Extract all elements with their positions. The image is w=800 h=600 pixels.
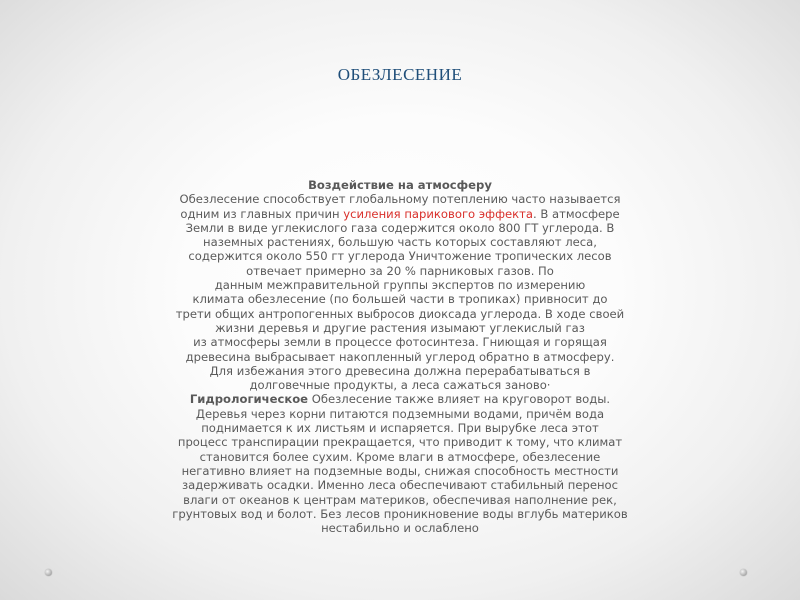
text-line: негативно влияет на подземные воды, снижая способность местности (181, 463, 619, 478)
slide-body (118, 178, 682, 535)
text-line: жизни деревья и другие растения изымают углекислый газ (215, 320, 585, 335)
slide-corner-dot-icon (740, 569, 747, 576)
text-line: Деревья через корни питаются подземными водами, причём вода (195, 406, 605, 421)
text-line: задерживать осадки. Именно леса обеспечивают стабильный перенос (181, 478, 618, 493)
text-fragment: одним из главных причин (180, 206, 344, 221)
text-line: Для избежания этого древесина должна перерабатываться в (209, 363, 591, 378)
text-line: из атмосферы земли в процессе фотосинтеза. Гниющая и горящая (193, 335, 607, 350)
text-line: грунтовых вод и болот. Без лесов проникновение воды вглубь материков (172, 506, 628, 521)
text-line: долговечные продукты, а леса сажаться заново· (249, 378, 551, 393)
slide-title: ОБЕЗЛЕСЕНИЕ (337, 65, 463, 84)
text-fragment: Обезлесение также влияет на круговорот воды. (308, 392, 611, 407)
text-line (118, 392, 682, 406)
greenhouse-effect-link[interactable]: усиления парикового эффекта (343, 206, 533, 221)
text-line: древесина выбрасывает накопленный углерод обратно в атмосферу. (185, 349, 615, 364)
text-line: процесс транспирации прекращается, что приводит к тому, что климат (177, 435, 623, 450)
text-line: Земли в виде углекислого газа содержится около 800 ГТ углерода. В (185, 220, 615, 235)
text-line (118, 207, 682, 221)
text-line: поднимается к их листьям и испаряется. При вырубке леса этот (201, 421, 599, 436)
text-line: содержится около 550 гт углерода Уничтожение тропических лесов (188, 249, 612, 264)
text-line: трети общих антропогенных выбросов диоксада углерода. В ходе своей (175, 306, 625, 321)
text-line: становится более сухим. Кроме влаги в атмосфере, обезлесение (199, 449, 601, 464)
text-line: нестабильно и ослаблено (321, 521, 479, 536)
text-line: влаги от океанов к центрам материков, обеспечивая наполнение рек, (183, 492, 617, 507)
section-lead-hydrological: Гидрологическое (189, 392, 309, 407)
section-heading-atmosphere: Воздействие на атмосферу (308, 178, 492, 192)
slide-corner-dot-icon (45, 569, 52, 576)
text-line: Обезлесение способствует глобальному потеплению часто называется (179, 192, 621, 207)
text-line: наземных растениях, большую часть которых составляют леса, (203, 235, 597, 250)
text-line: данным межправительной группы экспертов по измерению (214, 278, 586, 293)
text-fragment: . В атмосфере (533, 206, 620, 221)
text-line: отвечает примерно за 20 % парниковых газов. По (246, 263, 554, 278)
text-line: климата обезлесение (по большей части в тропиках) привносит до (192, 292, 608, 307)
